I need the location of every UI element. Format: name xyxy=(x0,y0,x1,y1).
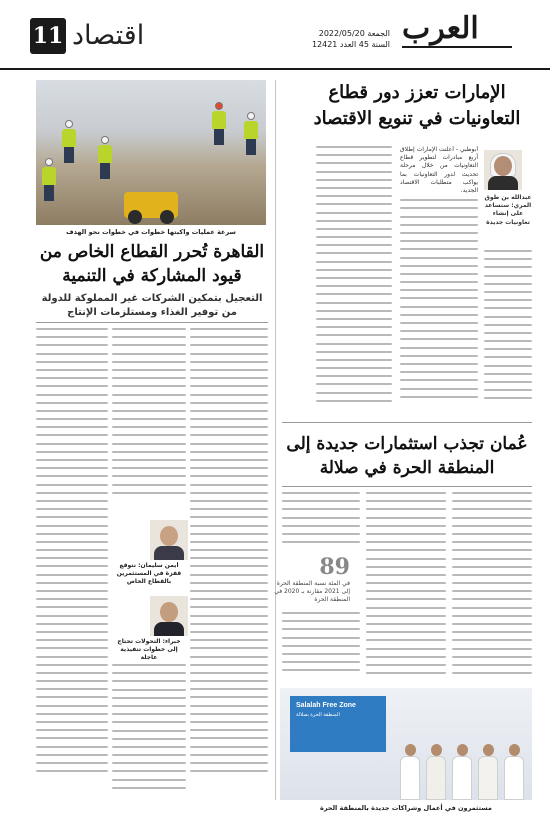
construction-photo-caption: سرعة عمليات واكبتها خطوات في خطوات نحو الهدف xyxy=(66,228,236,236)
worker-figure xyxy=(244,112,258,156)
issue-number: السنة 45 العدد 12421 xyxy=(311,40,390,49)
uae-bottom-rule xyxy=(282,422,532,423)
author-headshot xyxy=(484,150,522,190)
cairo-subheadline: التعجيل بتمكين الشركات غير المملوكة للدولة من توفير الغذاء ومستلزمات الإنتاج xyxy=(41,293,263,318)
person-figure xyxy=(452,744,472,800)
wheel-loader xyxy=(124,192,178,218)
uae-headline: الإمارات تعزز دور قطاع التعاونيات في تنويع الاقتصاد xyxy=(313,82,521,129)
worker-figure xyxy=(62,120,76,164)
construction-photo xyxy=(36,80,266,225)
masthead xyxy=(402,11,522,54)
stat-value: 89 xyxy=(319,554,350,580)
cairo-column-2 xyxy=(112,328,186,508)
headshot-face xyxy=(494,156,512,176)
uae-column-2 xyxy=(316,146,392,416)
person-figure xyxy=(504,744,524,800)
cairo-column-3 xyxy=(36,328,108,798)
expert-quote-2: خبراء: التحولات تحتاج إلى خطوات تنفيذية عاجلة xyxy=(117,638,181,662)
person-figure xyxy=(400,744,420,800)
banner-title: Salalah Free Zone xyxy=(296,702,356,709)
oman-column-2 xyxy=(366,492,446,682)
issue-info xyxy=(312,28,390,50)
salalah-photo-caption: مستثمرون في أعمال وشراكات جديدة بالمنطقة الحرة xyxy=(320,804,492,812)
masthead-underline xyxy=(402,46,512,48)
worker-figure xyxy=(42,158,56,202)
person-figure xyxy=(426,744,446,800)
cairo-sub-rule xyxy=(36,322,268,323)
cairo-column-2b xyxy=(112,664,186,798)
person-figure xyxy=(478,744,498,800)
headshot-body xyxy=(488,176,518,190)
banner-subtitle: المنطقة الحرة بصلالة xyxy=(296,712,340,718)
cairo-column-1 xyxy=(190,328,268,798)
free-zone-banner xyxy=(290,696,386,752)
expert-headshot-1 xyxy=(150,520,188,560)
uae-lead: أبوظبي - أعلنت الإمارات إطلاق أربع مبادرات لتطوير قطاع التعاونيات من خلال مرحلة تحديث لدور التعاونيات بما يواكب متطلبات الاقتصاد الجديد. xyxy=(400,146,478,195)
salalah-event-photo xyxy=(280,688,532,800)
worker-figure xyxy=(98,136,112,180)
page-header xyxy=(0,0,550,70)
expert-headshot-2 xyxy=(150,596,188,636)
expert-quote-1: أيمن سليمان: نتوقع قفزة في المستثمرين بالقطاع الخاص xyxy=(116,562,182,586)
issue-date: الجمعة 2022/05/20 xyxy=(318,29,390,38)
uae-column-3 xyxy=(484,250,532,416)
page-number: 11 xyxy=(30,18,66,54)
cairo-headline: القاهرة تُحرر القطاع الخاص من قيود المشاركة في التنمية xyxy=(39,242,265,286)
column-divider xyxy=(275,80,276,800)
stat-callout xyxy=(272,556,350,606)
oman-headline-rule xyxy=(282,486,532,487)
uae-column-1 xyxy=(400,146,478,416)
stat-text: في المئة نسبة المنطقة الحرة إلى 2021 مقارنة بـ 2020 في المنطقة الحرة xyxy=(274,580,350,603)
worker-figure xyxy=(212,102,226,146)
oman-headline: عُمان تجذب استثمارات جديدة إلى المنطقة الحرة في صلالة xyxy=(286,434,528,478)
masthead-logo: العرب xyxy=(402,11,479,46)
author-caption: عبدالله بن طوق المري: سنساعد على إنشاء تعاونيات جديدة xyxy=(484,194,532,226)
oman-column-3b xyxy=(282,612,360,682)
oman-column-1 xyxy=(452,492,532,682)
section-title: اقتصاد xyxy=(72,20,145,51)
oman-column-3 xyxy=(282,492,360,550)
